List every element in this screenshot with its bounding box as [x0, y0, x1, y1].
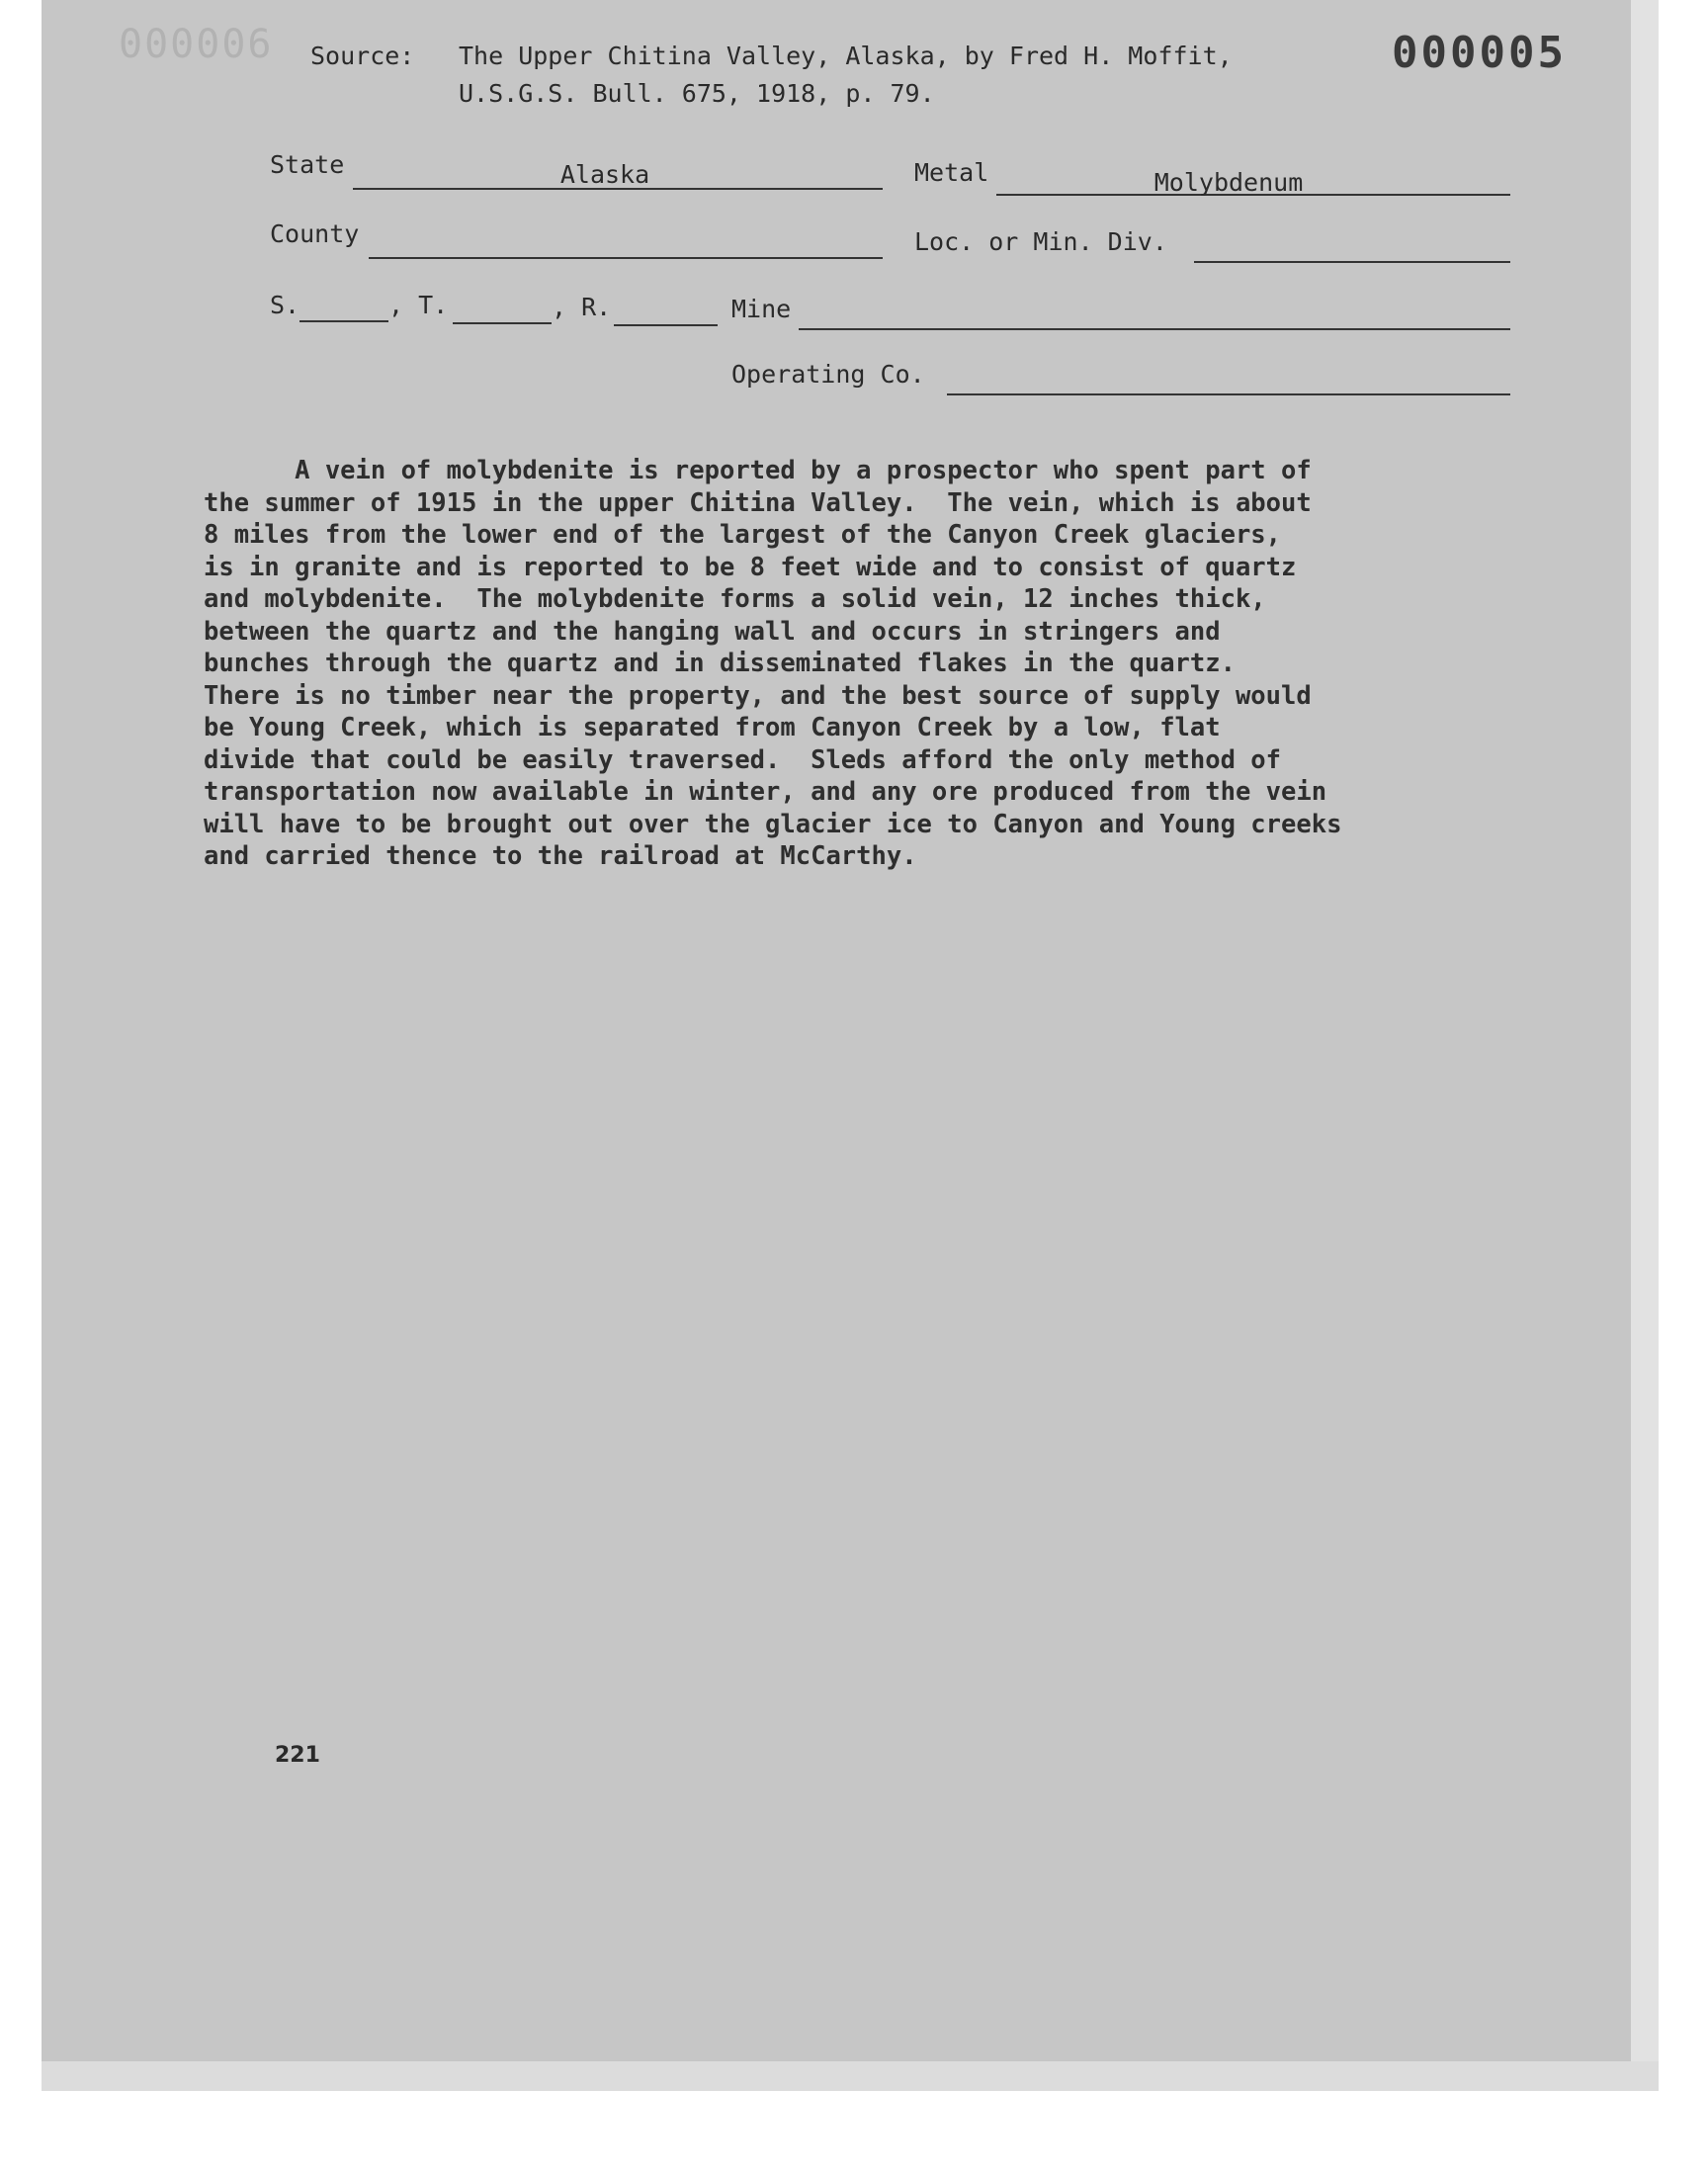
metal-value: Molybdenum: [1153, 168, 1304, 197]
mine-underline: [799, 328, 1510, 330]
body-line: is in granite and is reported to be 8 feet wide and to consist of quartz: [204, 552, 1297, 582]
body-line: A vein of molybdenite is reported by a prospector who spent part of: [204, 456, 1312, 485]
body-line: will have to be brought out over the glacier ice to Canyon and Young creeks: [204, 809, 1342, 839]
state-value: Alaska: [559, 160, 650, 189]
source-line-1: The Upper Chitina Valley, Alaska, by Fred H. Moffit,: [459, 42, 1233, 70]
loc-underline: [1194, 261, 1510, 263]
county-label: County: [270, 219, 360, 248]
body-line: and molybdenite. The molybdenite forms a solid vein, 12 inches thick,: [204, 584, 1266, 614]
loc-label: Loc. or Min. Div.: [914, 227, 1167, 256]
body-line: bunches through the quartz and in disseminated flakes in the quartz.: [204, 649, 1236, 678]
operating-co-underline: [947, 393, 1510, 395]
source-label: Source:: [310, 42, 415, 70]
operating-co-label: Operating Co.: [731, 360, 925, 389]
body-line: the summer of 1915 in the upper Chitina Valley. The vein, which is about: [204, 487, 1312, 518]
body-line: be Young Creek, which is separated from Canyon Creek by a low, flat: [204, 713, 1221, 742]
source-line-2: U.S.G.S. Bull. 675, 1918, p. 79.: [459, 79, 935, 108]
body-paragraph: [204, 455, 1489, 873]
state-label: State: [270, 150, 345, 179]
body-line: divide that could be easily traversed. Sleds afford the only method of: [204, 744, 1282, 775]
document-number: 000005: [1392, 28, 1567, 78]
ghost-number: 000006: [119, 22, 274, 67]
bottom-strip: [42, 2061, 1659, 2091]
body-line: 8 miles from the lower end of the largest of the Canyon Creek glaciers,: [204, 520, 1282, 550]
page-number: 221: [275, 1743, 320, 1768]
range-underline: [614, 324, 718, 326]
metal-label: Metal: [914, 158, 989, 187]
card-edge: [1631, 0, 1659, 2061]
body-line: between the quartz and the hanging wall and occurs in stringers and: [204, 616, 1221, 647]
body-line: There is no timber near the property, and the best source of supply would: [204, 680, 1312, 711]
section-underline: [299, 320, 388, 322]
range-label: , R.: [552, 293, 612, 321]
county-underline: [369, 257, 883, 259]
body-line: transportation now available in winter, and any ore produced from the vein: [204, 777, 1327, 807]
section-label: S.: [270, 291, 300, 319]
mine-label: Mine: [731, 295, 792, 323]
township-underline: [453, 322, 552, 324]
body-line: and carried thence to the railroad at McCarthy.: [204, 841, 917, 871]
township-label: , T.: [388, 291, 449, 319]
